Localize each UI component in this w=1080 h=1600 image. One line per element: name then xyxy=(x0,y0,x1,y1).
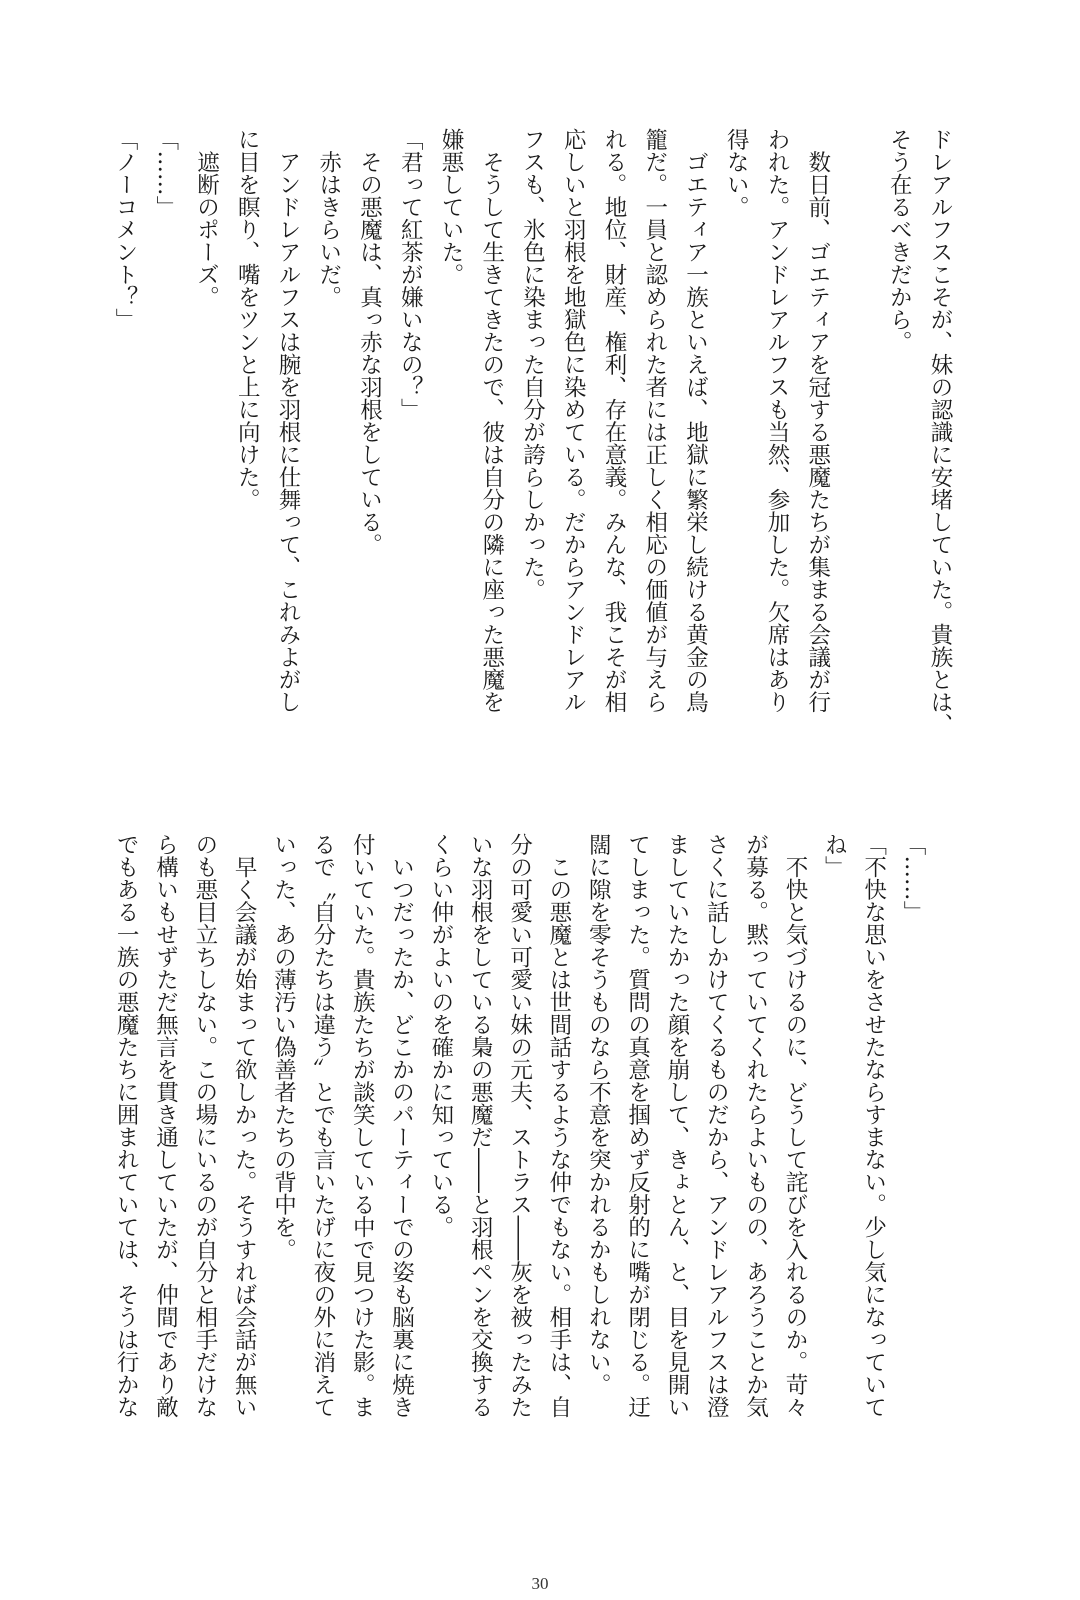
text-column: 「不快な思いをさせたならすまない。少し気になっていて xyxy=(860,833,887,1418)
text-column: その悪魔は、真っ赤な羽根をしている。 xyxy=(356,128,383,556)
text-column: フスも、氷色に染まった自分が誇らしかった。 xyxy=(519,128,546,601)
text-column: 不快と気づけるのに、どうして詫びを入れるのか。苛々 xyxy=(781,833,808,1418)
text-column: ドレアルフスこそが、妹の認識に安堵していた。貴族とは、 xyxy=(927,128,953,736)
text-column: 早く会議が始まって欲しかった。そうすれば会話が無い xyxy=(231,833,258,1418)
text-column: さくに話しかけてくるものだから、アンドレアルフスは澄 xyxy=(703,833,730,1418)
text-column: 闊に隙を零そうものなら不意を突かれるかもしれない。 xyxy=(585,833,612,1396)
text-column: いな羽根をしている梟の悪魔だ――と羽根ペンを交換する xyxy=(467,833,494,1418)
text-column: 数日前、ゴエティアを冠する悪魔たちが集まる会議が行 xyxy=(804,128,831,713)
text-column: 赤はきらいだ。 xyxy=(315,128,342,308)
text-column: 「……」 xyxy=(900,833,926,923)
text-column: 分の可愛い可愛い妹の元夫、ストラス――灰を被ったみた xyxy=(506,833,533,1418)
text-column: 遮断のポーズ。 xyxy=(193,128,220,308)
text-column: 「君って紅茶が嫌いなの？」 xyxy=(397,128,424,421)
text-column: に目を瞑り、嘴をツンと上に向けた。 xyxy=(234,128,261,511)
text-column: そう在るべきだから。 xyxy=(886,128,913,353)
text-column: 「……」 xyxy=(152,128,179,218)
text-column: いった、あの薄汚い偽善者たちの背中を。 xyxy=(270,833,297,1261)
text-column: ね」 xyxy=(821,833,848,878)
text-column: くらい仲がよいのを確かに知っている。 xyxy=(427,833,454,1238)
text-column: が募る。黙っていてくれたらよいものの、あろうことか気 xyxy=(742,833,769,1418)
text-column: 「ノーコメント？」 xyxy=(112,128,138,331)
text-column xyxy=(838,128,879,758)
text-column: そうして生きてきたので、彼は自分の隣に座った悪魔を xyxy=(478,128,505,713)
text-column: 得ない。 xyxy=(723,128,750,218)
page-number: 30 xyxy=(531,1574,549,1593)
text-column: 付いていた。貴族たちが談笑している中で見つけた影。ま xyxy=(349,833,376,1418)
text-column: れる。地位、財産、権利、存在意義。みんな、我こそが相 xyxy=(601,128,627,713)
text-column: アンドレアルフスは腕を羽根に仕舞って、これみよがし xyxy=(275,128,301,713)
text-column: てしまった。質問の真意を掴めず反射的に嘴が閉じる。迂 xyxy=(624,833,651,1418)
text-column: ましていたかった顔を崩して、きょとん、と、目を見開い xyxy=(663,833,690,1418)
text-column: いつだったか、どこかのパーティーでの姿も脳裏に焼き xyxy=(388,833,415,1418)
text-block-bottom xyxy=(106,833,932,1463)
text-column: るで〝自分たちは違う〟とでも言いたげに夜の外に消えて xyxy=(309,833,336,1418)
text-column: 籠だ。一員と認められた者には正しく相応の価値が与えら xyxy=(641,128,668,713)
text-column: 嫌悪していた。 xyxy=(438,128,464,286)
text-column: 応しいと羽根を地獄色に染めている。だからアンドレアル xyxy=(560,128,587,713)
text-column: のも悪目立ちしない。この場にいるのが自分と相手だけな xyxy=(191,833,218,1418)
text-column: ら構いもせずただ無言を貫き通していたが、仲間であり敵 xyxy=(152,833,179,1418)
text-column: この悪魔とは世間話するような仲でもない。相手は、自 xyxy=(545,833,572,1418)
text-column: でもある一族の悪魔たちに囲まれていては、そうは行かな xyxy=(113,833,140,1418)
text-column: われた。アンドレアルフスも当然、参加した。欠席はあり xyxy=(764,128,790,713)
text-column: ゴエティア一族といえば、地獄に繁栄し続ける黄金の鳥 xyxy=(682,128,709,713)
text-block-top xyxy=(104,128,960,758)
